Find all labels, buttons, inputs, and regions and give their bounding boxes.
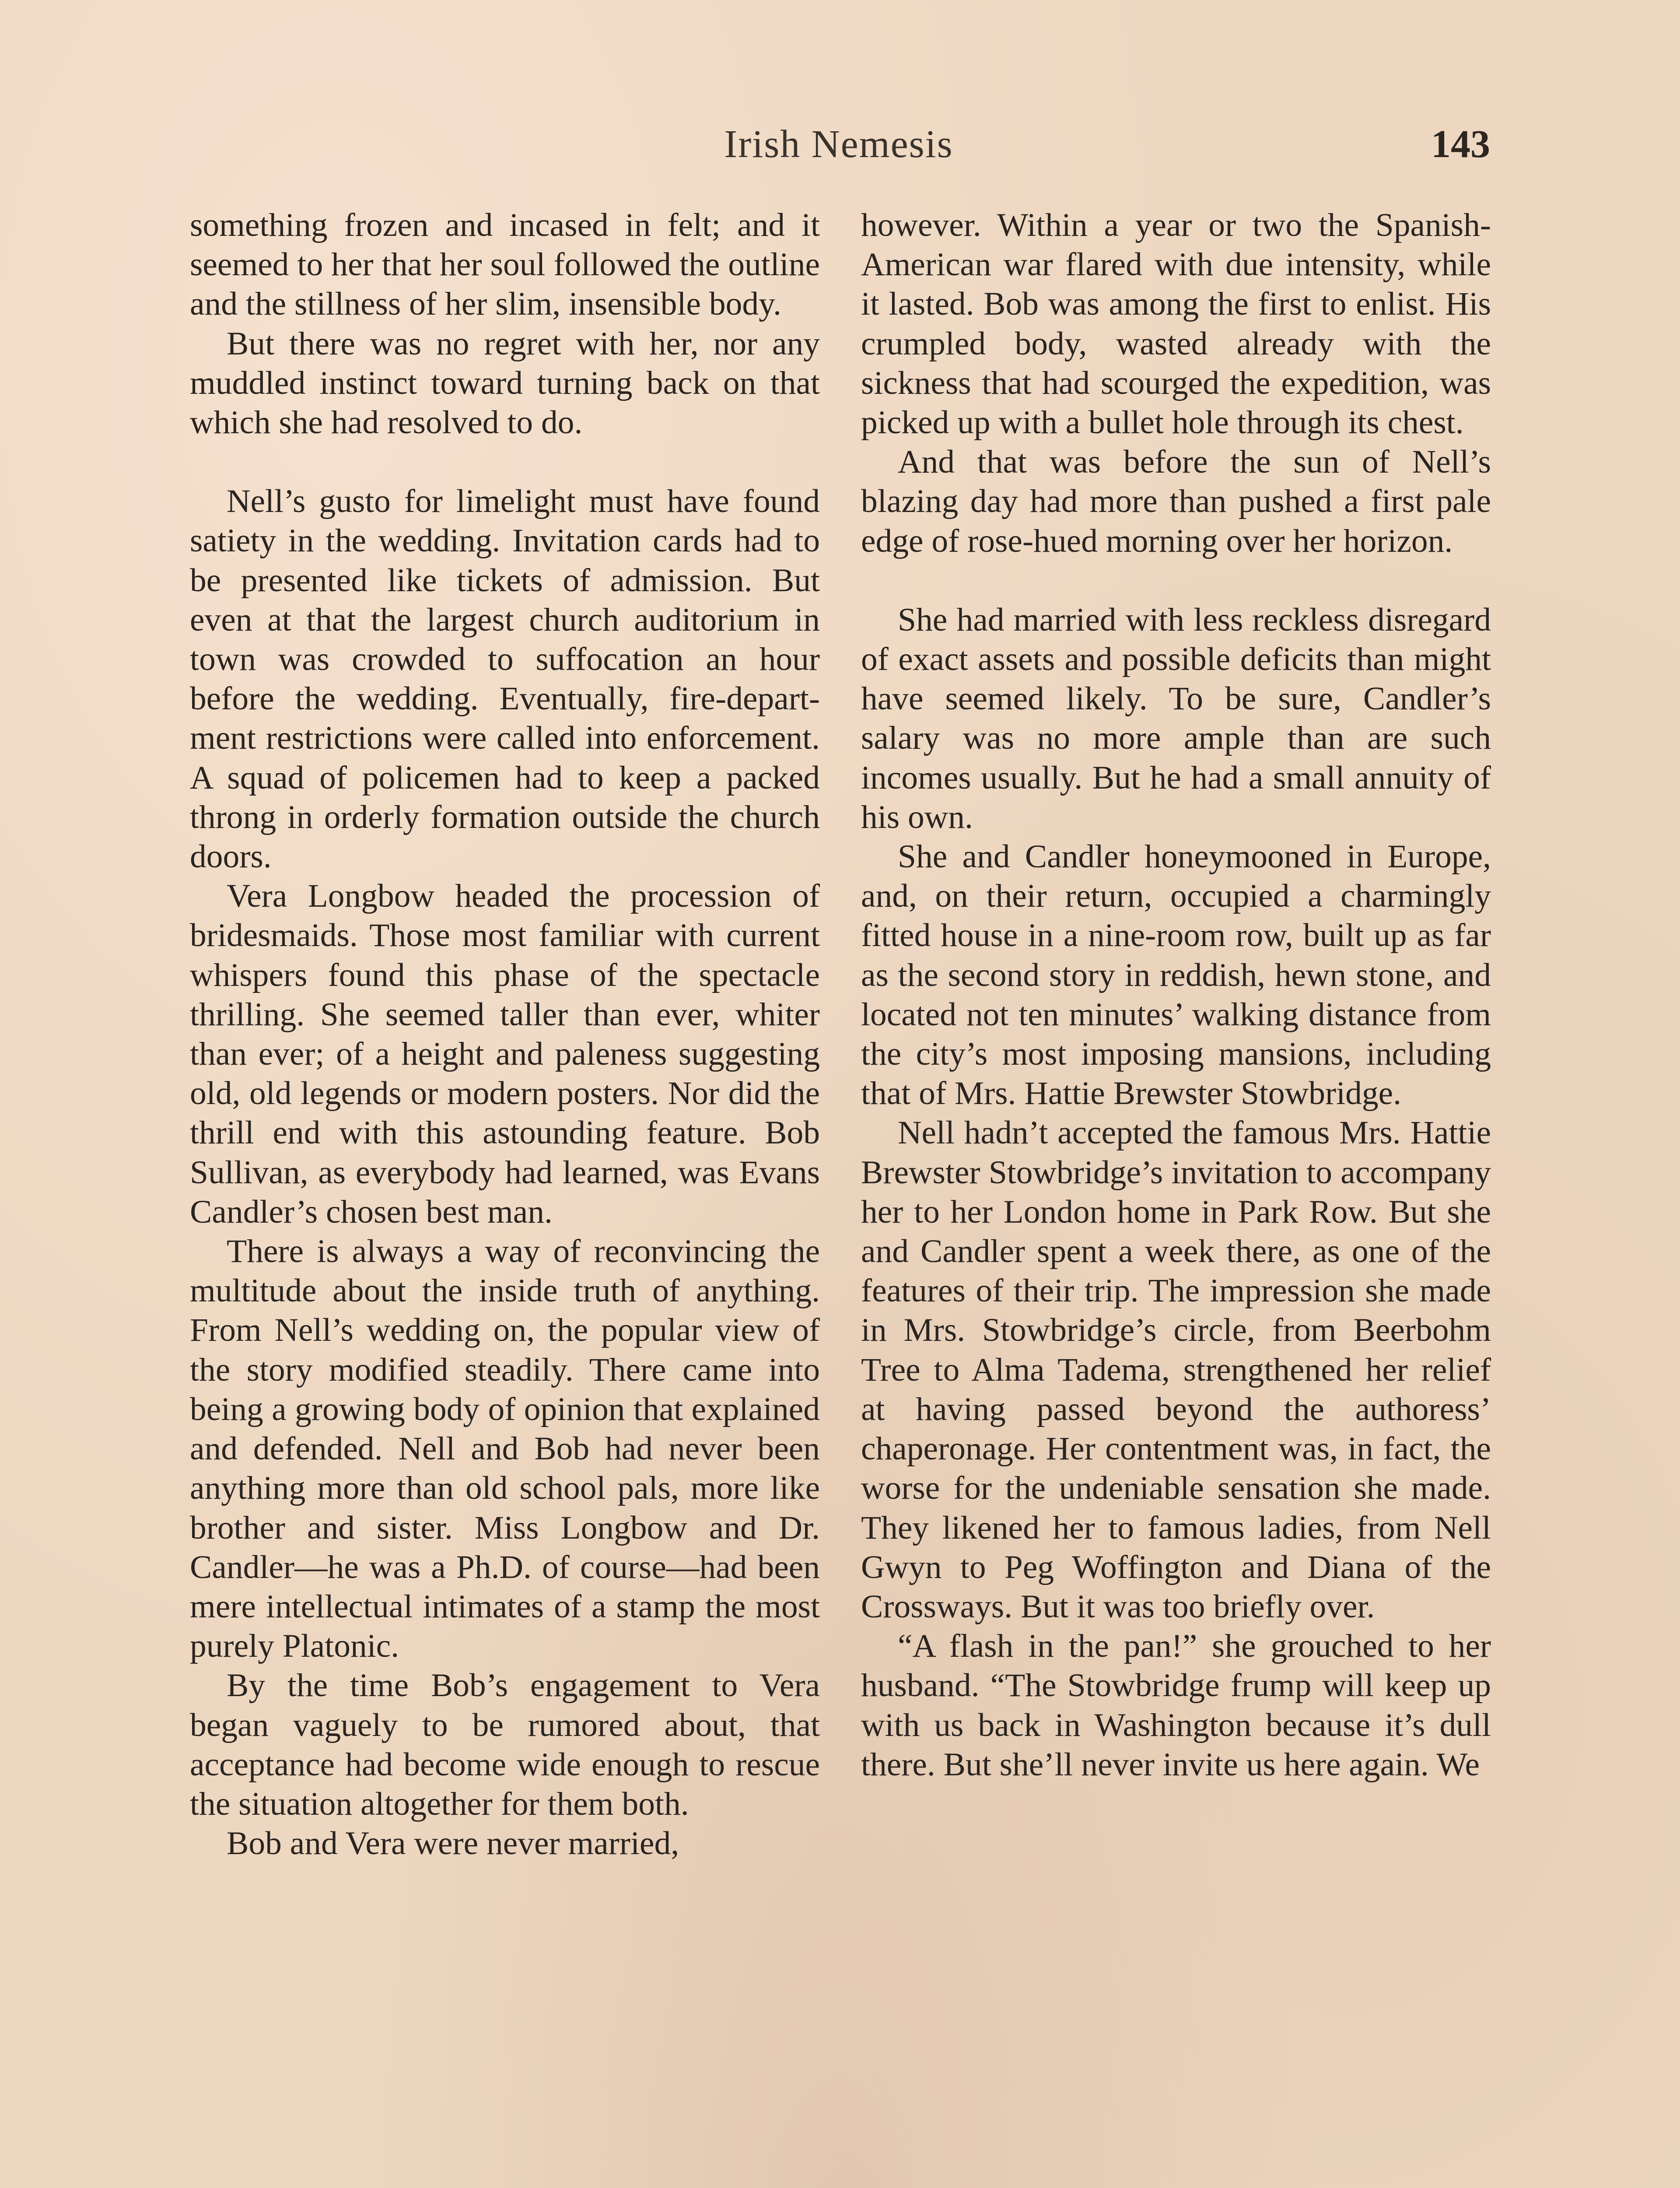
paragraph: “A flash in the pan!” she grouched to her husband. “The Stowbridge frump will keep up with us back in Washington because it’s dull there. But she’ll never invite us here again. We [861,1628,1491,1783]
running-title: Irish Nemesis [724,123,953,166]
left-column [190,206,820,2166]
paragraph: And that was before the sun of Nell’s blazing day had more than pushed a first pale edge of rose-hued morning over her horizon. [861,444,1491,559]
paragraph: Nell hadn’t accepted the famous Mrs. Hattie Brewster Stowbridge’s invitation to accompany her to her London home in Park Row. But she and Candler spent a week there, as one of the features of their trip. The impression she made in Mrs. Stowbridge’s circle, from Beerbohm Tree to Alma Tadema, strengthened her relief at having passed beyond the authoress’ chaperonage. Her contentment was, in fact, the worse for the undeniable sensation she made. They likened her to famous ladies, from Nell Gwyn to Peg Woffington and Diana of the Crossways. But it was too briefly over. [861,1115,1491,1625]
page-number: 143 [1431,123,1490,166]
right-column [861,206,1491,2166]
paragraph: She had married with less reckless disregard of exact assets and possible deficits than might have seemed likely. To be sure, Candler’s salary was no more ample than are such incomes usually. But he had a small annuity of his own. [861,601,1491,835]
paragraph: There is always a way of reconvincing the multitude about the inside truth of anything. From Nell’s wedding on, the popular view of the story modified steadily. There came into being a growing body of opinion that explained and defended. Nell and Bob had never been anything more than old school pals, more like brother and sister. Miss Longbow and Dr. Candler—he was a Ph.D. of course—had been mere intellectual intimates of a stamp the most purely Platonic. [190,1233,820,1665]
paragraph: She and Candler honeymooned in Europe, and, on their return, occupied a charmingly fitted house in a nine-room row, built up as far as the second story in reddish, hewn stone, and located not ten minutes’ walking distance from the city’s most imposing mansions, including that of Mrs. Hattie Brewster Stowbridge. [861,838,1491,1112]
paragraph: however. Within a year or two the Spanish-American war flared with due intensity, while it lasted. Bob was among the first to enlist. His crumpled body, wasted already with the sickness that had scourged the expedition, was picked up with a bullet hole through its chest. [861,207,1491,441]
paragraph: By the time Bob’s engagement to Vera began vaguely to be rumored about, that acceptance had become wide enough to rescue the situation altogether for them both. [190,1667,820,1822]
paragraph: something frozen and incased in felt; and it seemed to her that her soul followed the outline and the stillness of her slim, insensible body. [190,207,820,323]
page-header [187,122,1490,174]
paragraph: Nell’s gusto for limelight must have found satiety in the wedding. Invitation cards had to be presented like tickets of admission. But even at that the largest church auditorium in town was crowded to suffocation an hour before the wedding. Eventually, fire-department restrictions were called into enforcement. A squad of policemen had to keep a packed throng in orderly formation outside the church doors. [190,483,820,875]
paragraph: Vera Longbow headed the procession of bridesmaids. Those most familiar with current whispers found this phase of the spectacle thrilling. She seemed taller than ever, whiter than ever; of a height and paleness suggesting old, old legends or modern posters. Nor did the thrill end with this astounding feature. Bob Sullivan, as everybody had learned, was Evans Candler’s chosen best man. [190,878,820,1230]
paragraph: But there was no regret with her, nor any muddled instinct toward turning back on that which she had resolved to do. [190,325,820,441]
paragraph: Bob and Vera were never married, [227,1825,679,1862]
